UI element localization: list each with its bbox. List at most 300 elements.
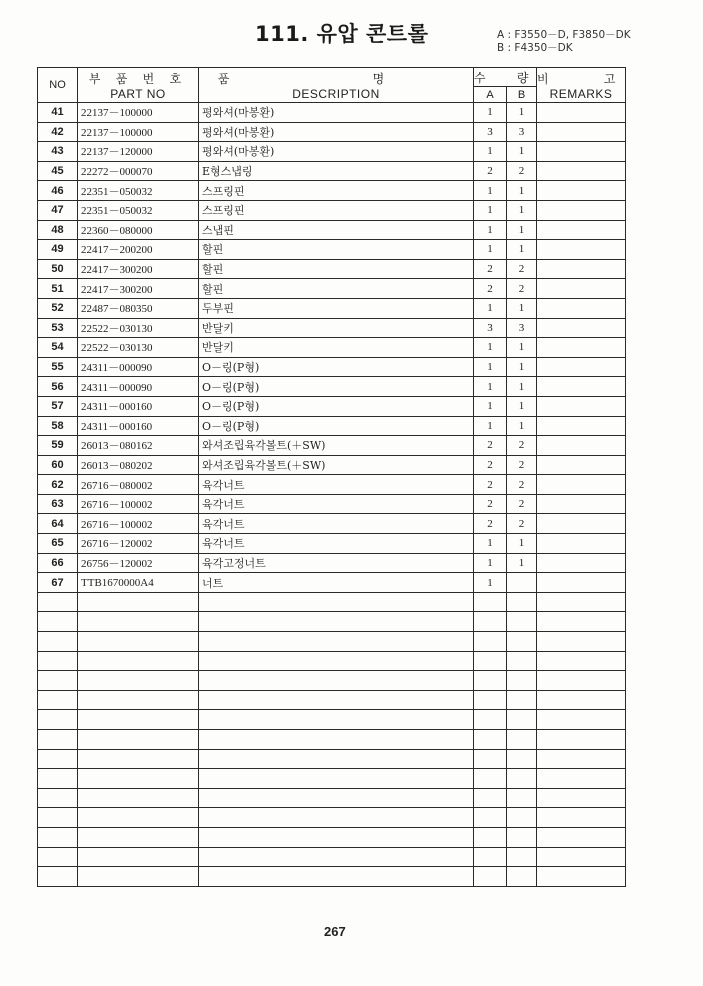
row-no: 48: [38, 220, 78, 240]
row-qty-a: [474, 632, 507, 652]
row-qty-b: 1: [507, 220, 537, 240]
row-description: 평와셔(마봉환): [199, 122, 474, 142]
row-no: 67: [38, 573, 78, 593]
row-qty-a: 2: [474, 259, 507, 279]
row-qty-b: 1: [507, 181, 537, 201]
row-part-no: [78, 592, 199, 612]
row-qty-b: 2: [507, 259, 537, 279]
row-remarks: [537, 730, 626, 750]
row-qty-b: [507, 612, 537, 632]
empty-row: [38, 632, 626, 652]
header-remarks-ko: 비 고: [537, 71, 642, 86]
row-no: 45: [38, 161, 78, 181]
row-part-no: 26756－120002: [78, 553, 199, 573]
row-qty-b: [507, 651, 537, 671]
row-no: 49: [38, 240, 78, 260]
row-qty-b: 1: [507, 534, 537, 554]
row-qty-a: [474, 690, 507, 710]
row-qty-a: [474, 651, 507, 671]
row-qty-a: 1: [474, 220, 507, 240]
row-remarks: [537, 181, 626, 201]
row-part-no: 26716－080002: [78, 475, 199, 495]
row-no: 47: [38, 200, 78, 220]
row-qty-a: 2: [474, 475, 507, 495]
row-remarks: [537, 200, 626, 220]
row-no: 63: [38, 494, 78, 514]
row-part-no: 22351－050032: [78, 181, 199, 201]
row-part-no: [78, 808, 199, 828]
row-qty-a: 2: [474, 494, 507, 514]
table-row: [38, 259, 626, 279]
row-remarks: [537, 690, 626, 710]
row-part-no: [78, 671, 199, 691]
parts-rows: [38, 103, 626, 887]
row-part-no: [78, 690, 199, 710]
row-description: 스프링핀: [199, 200, 474, 220]
row-qty-a: 1: [474, 298, 507, 318]
row-no: 56: [38, 377, 78, 397]
row-qty-a: 1: [474, 534, 507, 554]
header-description: [199, 68, 474, 103]
row-remarks: [537, 122, 626, 142]
row-remarks: [537, 612, 626, 632]
table-row: [38, 475, 626, 495]
row-qty-b: [507, 749, 537, 769]
row-no: [38, 808, 78, 828]
row-qty-a: [474, 710, 507, 730]
table-row: [38, 494, 626, 514]
row-description: 육각너트: [199, 475, 474, 495]
row-description: 육각너트: [199, 534, 474, 554]
row-description: [199, 867, 474, 887]
empty-row: [38, 612, 626, 632]
parts-table: [37, 67, 642, 887]
table-row: [38, 298, 626, 318]
row-remarks: [537, 494, 626, 514]
row-qty-a: 1: [474, 142, 507, 162]
row-qty-a: 1: [474, 416, 507, 436]
row-description: O－링(P형): [199, 396, 474, 416]
row-remarks: [537, 847, 626, 867]
row-no: 43: [38, 142, 78, 162]
row-remarks: [537, 867, 626, 887]
row-remarks: [537, 338, 626, 358]
row-no: [38, 788, 78, 808]
row-qty-b: [507, 730, 537, 750]
header-qty-b: B: [507, 87, 537, 103]
empty-row: [38, 867, 626, 887]
row-remarks: [537, 651, 626, 671]
row-part-no: 24311－000090: [78, 357, 199, 377]
row-part-no: [78, 867, 199, 887]
row-qty-a: 1: [474, 357, 507, 377]
row-qty-a: 2: [474, 455, 507, 475]
row-no: [38, 612, 78, 632]
table-row: [38, 220, 626, 240]
row-no: 54: [38, 338, 78, 358]
empty-row: [38, 788, 626, 808]
row-qty-b: 1: [507, 377, 537, 397]
row-no: 51: [38, 279, 78, 299]
header-part-no-en: PART NO: [110, 86, 166, 101]
row-no: 66: [38, 553, 78, 573]
row-remarks: [537, 710, 626, 730]
row-qty-a: 1: [474, 396, 507, 416]
row-qty-a: 2: [474, 436, 507, 456]
row-no: [38, 710, 78, 730]
row-qty-a: 1: [474, 181, 507, 201]
row-qty-b: [507, 690, 537, 710]
table-row: [38, 553, 626, 573]
row-description: 육각고정너트: [199, 553, 474, 573]
row-description: [199, 769, 474, 789]
row-remarks: [537, 788, 626, 808]
row-remarks: [537, 827, 626, 847]
model-a-label: A : F3550－D, F3850－DK: [497, 29, 631, 41]
row-remarks: [537, 436, 626, 456]
row-part-no: [78, 827, 199, 847]
row-description: 와셔조립육각볼트(＋SW): [199, 436, 474, 456]
row-qty-b: [507, 573, 537, 593]
row-part-no: 22522－030130: [78, 338, 199, 358]
header-description-en: DESCRIPTION: [292, 86, 380, 101]
row-qty-a: 3: [474, 318, 507, 338]
row-part-no: 26716－100002: [78, 494, 199, 514]
header-remarks-en: REMARKS: [549, 86, 613, 101]
row-qty-a: [474, 592, 507, 612]
row-no: [38, 867, 78, 887]
empty-row: [38, 651, 626, 671]
row-part-no: 22360－080000: [78, 220, 199, 240]
row-description: [199, 710, 474, 730]
row-part-no: 22522－030130: [78, 318, 199, 338]
row-part-no: 22417－300200: [78, 279, 199, 299]
row-qty-a: 2: [474, 161, 507, 181]
empty-row: [38, 710, 626, 730]
row-remarks: [537, 298, 626, 318]
row-description: [199, 632, 474, 652]
table-row: [38, 200, 626, 220]
row-no: [38, 769, 78, 789]
row-remarks: [537, 455, 626, 475]
row-part-no: [78, 632, 199, 652]
row-qty-b: 2: [507, 455, 537, 475]
row-description: [199, 730, 474, 750]
row-description: 스프링핀: [199, 181, 474, 201]
table-row: [38, 534, 626, 554]
page-number: 267: [324, 924, 346, 939]
row-description: 와셔조립육각볼트(＋SW): [199, 455, 474, 475]
row-part-no: 24311－000160: [78, 396, 199, 416]
row-description: [199, 651, 474, 671]
row-qty-b: [507, 788, 537, 808]
table-row: [38, 318, 626, 338]
table-row: [38, 103, 626, 123]
row-description: 육각너트: [199, 494, 474, 514]
row-remarks: [537, 592, 626, 612]
row-remarks: [537, 769, 626, 789]
table-row: [38, 338, 626, 358]
row-no: 53: [38, 318, 78, 338]
table-row: [38, 161, 626, 181]
row-qty-b: 1: [507, 396, 537, 416]
header-part-no-ko: 부 품 번 호: [88, 71, 188, 86]
row-remarks: [537, 671, 626, 691]
row-remarks: [537, 377, 626, 397]
row-part-no: 22137－120000: [78, 142, 199, 162]
row-description: 평와셔(마봉환): [199, 103, 474, 123]
row-qty-b: 1: [507, 298, 537, 318]
row-qty-a: 1: [474, 200, 507, 220]
row-qty-a: 1: [474, 240, 507, 260]
row-no: 50: [38, 259, 78, 279]
table-row: [38, 436, 626, 456]
row-description: [199, 612, 474, 632]
model-b-label: B : F4350－DK: [497, 42, 573, 54]
row-remarks: [537, 475, 626, 495]
row-qty-b: [507, 632, 537, 652]
table-row: [38, 142, 626, 162]
row-part-no: 22351－050032: [78, 200, 199, 220]
row-no: [38, 749, 78, 769]
table-row: [38, 279, 626, 299]
model-legend: [497, 29, 631, 55]
table-row: [38, 240, 626, 260]
row-no: 41: [38, 103, 78, 123]
table-row: [38, 514, 626, 534]
row-qty-a: [474, 847, 507, 867]
row-qty-b: [507, 867, 537, 887]
header-description-ko: 품 명: [217, 71, 455, 86]
row-no: 59: [38, 436, 78, 456]
row-remarks: [537, 416, 626, 436]
row-description: O－링(P형): [199, 357, 474, 377]
row-qty-b: 1: [507, 103, 537, 123]
row-remarks: [537, 808, 626, 828]
row-remarks: [537, 318, 626, 338]
row-description: [199, 808, 474, 828]
row-remarks: [537, 279, 626, 299]
row-part-no: [78, 651, 199, 671]
row-qty-b: 2: [507, 494, 537, 514]
row-description: 스냅핀: [199, 220, 474, 240]
row-description: 육각너트: [199, 514, 474, 534]
row-part-no: [78, 847, 199, 867]
page-title: 111. 유압 콘트롤: [255, 22, 429, 46]
row-no: 60: [38, 455, 78, 475]
row-qty-b: [507, 847, 537, 867]
row-description: 할핀: [199, 279, 474, 299]
row-remarks: [537, 514, 626, 534]
row-description: 너트: [199, 573, 474, 593]
row-no: 62: [38, 475, 78, 495]
empty-row: [38, 749, 626, 769]
empty-row: [38, 847, 626, 867]
row-qty-a: 1: [474, 103, 507, 123]
row-qty-a: [474, 867, 507, 887]
row-qty-b: 1: [507, 553, 537, 573]
row-description: [199, 671, 474, 691]
row-qty-b: [507, 808, 537, 828]
row-qty-b: 1: [507, 240, 537, 260]
row-qty-a: 1: [474, 338, 507, 358]
row-qty-a: [474, 827, 507, 847]
row-no: [38, 690, 78, 710]
row-part-no: 26716－100002: [78, 514, 199, 534]
row-description: [199, 690, 474, 710]
row-no: 52: [38, 298, 78, 318]
row-description: [199, 827, 474, 847]
row-qty-a: 2: [474, 514, 507, 534]
row-qty-b: 1: [507, 416, 537, 436]
row-no: 57: [38, 396, 78, 416]
row-remarks: [537, 161, 626, 181]
row-qty-b: 1: [507, 142, 537, 162]
row-remarks: [537, 553, 626, 573]
row-description: [199, 749, 474, 769]
row-description: 두부핀: [199, 298, 474, 318]
row-qty-a: [474, 671, 507, 691]
row-remarks: [537, 142, 626, 162]
row-description: O－링(P형): [199, 377, 474, 397]
row-part-no: 22137－100000: [78, 103, 199, 123]
empty-row: [38, 671, 626, 691]
row-description: [199, 847, 474, 867]
row-remarks: [537, 103, 626, 123]
row-part-no: [78, 749, 199, 769]
row-qty-a: 1: [474, 573, 507, 593]
row-part-no: [78, 730, 199, 750]
row-part-no: 26013－080202: [78, 455, 199, 475]
empty-row: [38, 592, 626, 612]
row-description: [199, 788, 474, 808]
table-row: [38, 573, 626, 593]
table-row: [38, 396, 626, 416]
row-part-no: 26013－080162: [78, 436, 199, 456]
row-part-no: 24311－000090: [78, 377, 199, 397]
row-qty-a: [474, 769, 507, 789]
row-qty-b: 2: [507, 475, 537, 495]
empty-row: [38, 690, 626, 710]
table-row: [38, 455, 626, 475]
row-qty-b: 3: [507, 318, 537, 338]
row-qty-a: 1: [474, 377, 507, 397]
row-no: 64: [38, 514, 78, 534]
row-qty-b: 1: [507, 357, 537, 377]
row-no: [38, 632, 78, 652]
row-qty-b: [507, 827, 537, 847]
row-no: [38, 827, 78, 847]
row-qty-b: 2: [507, 279, 537, 299]
row-no: [38, 847, 78, 867]
row-qty-b: [507, 592, 537, 612]
row-qty-a: 1: [474, 553, 507, 573]
row-qty-a: 2: [474, 279, 507, 299]
table-row: [38, 357, 626, 377]
row-qty-a: [474, 749, 507, 769]
row-part-no: 22417－300200: [78, 259, 199, 279]
row-part-no: [78, 769, 199, 789]
row-description: 할핀: [199, 259, 474, 279]
row-qty-a: [474, 808, 507, 828]
row-part-no: 22137－100000: [78, 122, 199, 142]
table-row: [38, 181, 626, 201]
row-qty-a: [474, 612, 507, 632]
empty-row: [38, 808, 626, 828]
row-remarks: [537, 749, 626, 769]
row-no: [38, 651, 78, 671]
row-description: 반달키: [199, 338, 474, 358]
row-no: [38, 730, 78, 750]
row-qty-a: 3: [474, 122, 507, 142]
row-no: 42: [38, 122, 78, 142]
row-remarks: [537, 240, 626, 260]
row-qty-b: [507, 710, 537, 730]
row-no: [38, 592, 78, 612]
row-remarks: [537, 357, 626, 377]
header-remarks: [537, 68, 642, 103]
row-part-no: [78, 788, 199, 808]
row-part-no: 22487－080350: [78, 298, 199, 318]
row-qty-b: 2: [507, 436, 537, 456]
row-description: [199, 592, 474, 612]
row-no: [38, 671, 78, 691]
row-qty-b: [507, 769, 537, 789]
table-row: [38, 122, 626, 142]
empty-row: [38, 769, 626, 789]
row-part-no: TTB1670000A4: [78, 573, 199, 593]
row-qty-a: [474, 730, 507, 750]
row-remarks: [537, 259, 626, 279]
row-no: 46: [38, 181, 78, 201]
empty-row: [38, 730, 626, 750]
row-qty-b: 2: [507, 514, 537, 534]
row-qty-b: [507, 671, 537, 691]
row-description: 할핀: [199, 240, 474, 260]
header-qty-a: A: [474, 87, 507, 103]
row-part-no: [78, 612, 199, 632]
header-no: NO: [38, 68, 78, 103]
row-remarks: [537, 573, 626, 593]
row-description: 반달키: [199, 318, 474, 338]
row-description: O－링(P형): [199, 416, 474, 436]
row-remarks: [537, 396, 626, 416]
row-remarks: [537, 632, 626, 652]
row-qty-b: 2: [507, 161, 537, 181]
row-no: 55: [38, 357, 78, 377]
row-remarks: [537, 220, 626, 240]
row-qty-b: 1: [507, 338, 537, 358]
row-part-no: 22417－200200: [78, 240, 199, 260]
table-row: [38, 416, 626, 436]
row-qty-b: 1: [507, 200, 537, 220]
header-quantity: 수 량: [474, 68, 537, 87]
row-part-no: 26716－120002: [78, 534, 199, 554]
row-remarks: [537, 534, 626, 554]
row-part-no: [78, 710, 199, 730]
header-part-no: [78, 68, 199, 103]
row-qty-b: 3: [507, 122, 537, 142]
table-row: [38, 377, 626, 397]
row-part-no: 22272－000070: [78, 161, 199, 181]
row-qty-a: [474, 788, 507, 808]
row-no: 65: [38, 534, 78, 554]
row-part-no: 24311－000160: [78, 416, 199, 436]
empty-row: [38, 827, 626, 847]
row-no: 58: [38, 416, 78, 436]
row-description: 평와셔(마봉환): [199, 142, 474, 162]
row-description: E형스냅링: [199, 161, 474, 181]
